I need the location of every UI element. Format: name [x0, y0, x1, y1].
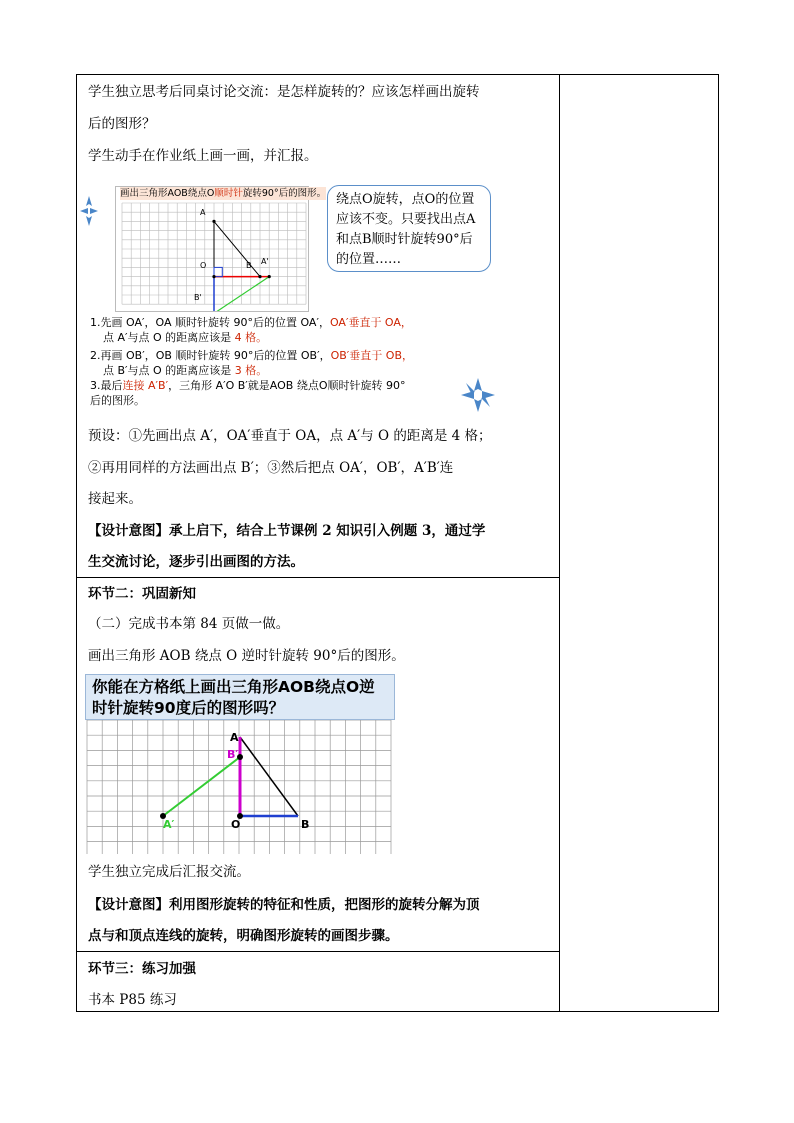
paragraph-line: 学生独立完成后汇报交流。 — [88, 864, 250, 880]
design-intent: 【设计意图】承上启下，结合上节课例 2 知识引入例题 3，通过学 — [88, 523, 486, 539]
banner-text: 旋转90°后的图形。 — [242, 188, 327, 199]
design-intent: 【设计意图】利用图形旋转的特征和性质，把图形的旋转分解为顶 — [88, 897, 480, 913]
paragraph-line: 画出三角形 AOB 绕点 O 逆时针旋转 90°后的图形。 — [88, 648, 405, 664]
step-line: 后的图形。 — [90, 394, 145, 407]
row-divider-2 — [77, 951, 559, 952]
preset-line: 预设：①先画出点 A′，OA′垂直于 OA，点 A′与 O 的距离是 4 格； — [88, 428, 492, 444]
vertex-point — [212, 275, 215, 278]
vertex-point — [212, 220, 215, 223]
paragraph-line: （二）完成书本第 84 页做一做。 — [88, 616, 290, 632]
vertex-point — [268, 275, 271, 278]
point-label: B — [246, 261, 252, 270]
paragraph-line: 书本 P85 练习 — [88, 992, 177, 1008]
paragraph-line: 学生动手在作业纸上画一画，并汇报。 — [88, 148, 318, 164]
figure-clockwise-rotation — [115, 186, 327, 312]
figure-question — [85, 674, 395, 720]
vertex-point — [258, 275, 261, 278]
step-line: 1.先画 OA′，OA 顺时针旋转 90°后的位置 OA′，OA′垂直于 OA， — [90, 316, 412, 329]
column-divider — [559, 75, 560, 1011]
section-title: 环节三：练习加强 — [88, 961, 196, 977]
point-label: B — [301, 818, 310, 831]
point-label: A — [200, 208, 206, 217]
thought-bubble: 绕点O旋转，点O的位置应该不变。只要找出点A和点B顺时针旋转90°后的位置…… — [327, 185, 491, 272]
point-label: B' — [194, 293, 202, 302]
point-label: B′ — [227, 748, 239, 761]
segment-ab — [240, 737, 298, 816]
question-line: 你能在方格纸上画出三角形AOB绕点O逆 — [92, 678, 375, 696]
point-label: O — [200, 261, 207, 270]
right-angle-mark — [214, 267, 222, 276]
design-intent: 点与和顶点连线的旋转，明确图形旋转的画图步骤。 — [88, 928, 399, 944]
step-line: 2.再画 OB′，OB 顺时针旋转 90°后的位置 OB′，OB′垂直于 OB， — [90, 349, 413, 362]
question-line: 时针旋转90度后的图形吗？ — [92, 699, 285, 717]
grid-figure — [116, 187, 308, 311]
step-line: 点 A′与点 O 的距离应该是 4 格。 — [103, 331, 268, 344]
paragraph-line: 学生独立思考后同桌讨论交流：是怎样旋转的？应该怎样画出旋转 — [88, 84, 480, 100]
figure-counterclockwise-rotation — [85, 674, 395, 854]
design-intent: 生交流讨论，逐步引出画图的方法。 — [88, 554, 304, 570]
preset-line: 接起来。 — [88, 491, 142, 507]
point-label: A — [230, 731, 239, 744]
point-label: O — [231, 818, 241, 831]
figure-banner — [120, 187, 326, 200]
step-line: 点 B′与点 O 的距离应该是 3 格。 — [103, 364, 268, 377]
snowflake-icon — [80, 196, 98, 226]
point-label: A′ — [163, 818, 175, 831]
step-line: 3.最后连接 A′B′，三角形 A′O B′就是AOB 绕点O顺时针旋转 90° — [90, 379, 406, 392]
banner-highlight: 顺时针 — [214, 188, 243, 199]
row-divider-1 — [77, 577, 559, 578]
preset-line: ②再用同样的方法画出点 B′；③然后把点 OA′，OB′，A′B′连 — [88, 460, 454, 476]
paragraph-line: 后的图形？ — [88, 116, 156, 132]
section-title: 环节二：巩固新知 — [88, 586, 196, 602]
point-label: A' — [261, 257, 269, 266]
banner-text: 画出三角形AOB绕点O — [120, 188, 215, 199]
snowflake-icon — [461, 378, 495, 412]
